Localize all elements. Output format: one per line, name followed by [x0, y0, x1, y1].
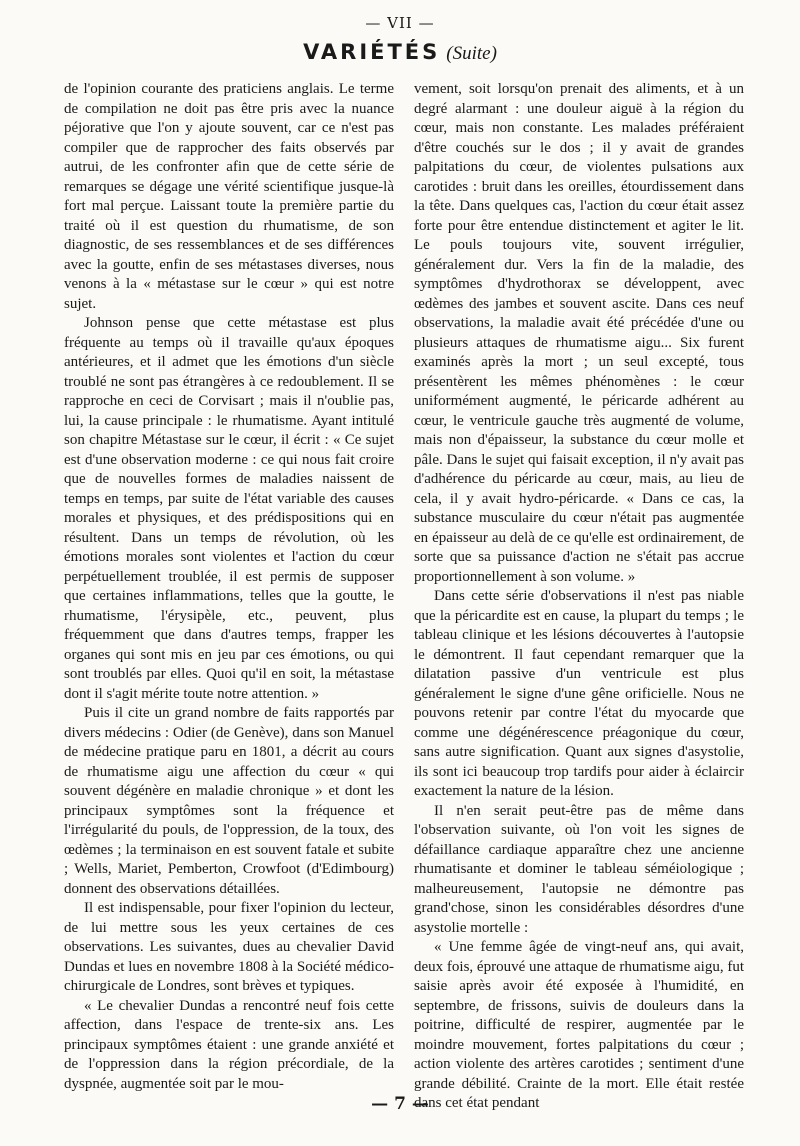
paragraph: « Le chevalier Dundas a rencontré neuf fois cette affection, dans l'espace de trente-six ans. Les principaux symptômes étaient : une grande anxiété et de l'oppression dans la région précordiale, de la dyspnée, augmentée soit par le mou- [64, 997, 394, 1092]
paragraph: Dans cette série d'observations il n'est pas niable que la péricardite est en cause, la plupart du temps ; le tableau clinique et les lésions découvertes à l'autopsie le démontrent. Il faut cependant remarquer que la dilatation passive d'un ventricule est plus généralement le signe d'une gêne orificielle. Nous ne pouvons retenir par contre l'état du myocarde que comme une dégénérescence préagonique du cœur, sans autre signification. Quant aux signes d'asystolie, ils sont ici beaucoup trop tardifs pour aider à éclaircir exactement la nature de la lésion. [414, 588, 744, 799]
paragraph: vement, soit lorsqu'on prenait des aliments, et à un degré alarmant : une douleur aiguë à la région du cœur, mais non constante. Les malades préféraient d'être couchés sur le dos ; il y avait de grandes palpitations du cœur, de violentes pulsations aux carotides : bruit dans les oreilles, étourdissement dans la tête. Dans quelques cas, l'action du cœur était assez forte pour être entendue distinctement et agiter le lit. Le pouls toujours vite, souvent irrégulier, généralement dur. Vers la fin de la maladie, des symptômes d'hydrothorax se développent, avec œdèmes des jambes et souvent ascite. Dans ces neuf observations, la maladie avait été précédée d'une ou plusieurs attaques de rhumatisme aigu... Six furent examinés après la mort ; un seul excepté, tous présentèrent les mêmes phénomènes : le cœur uniformément augmenté, le péricarde adhérent au cœur, le ventricule gauche très augmenté de volume, mais non d'épaisseur, la substance du cœur molle et pâle. Dans le sujet qui faisait exception, il n'y avait pas d'adhérence du péricarde au cœur, mais, au lieu de cela, il y avait hydro-péricarde. « Dans ce cas, la substance musculaire du cœur n'était pas augmentée en épaisseur au delà de ce qu'elle est ordinairement, de sorte que sa puissance d'action ne s'était pas accrue proportionnellement à son volume. » [414, 81, 744, 585]
text-columns [64, 80, 744, 1111]
page-top-number: — VII — [365, 14, 435, 32]
paragraph: Johnson pense que cette métastase est plus fréquente au temps où il travaille qu'aux époques antérieures, et il admet que les émotions d'un siècle troublé ne sont pas étrangères à ce redoublement. Il se rapproche en ceci de Corvisart ; mais il n'oublie pas, lui, la cause principale : le rhumatisme. Ayant intitulé son chapitre Métastase sur le cœur, il écrit : « Ce sujet est d'une observation moderne : ce qui nous fait croire que de nouvelles formes de maladies naissent de temps en temps, par suite de l'état variable des causes morales et physiques, et des prédispositions qui en résultent. Dans un temps de révolution, où les émotions morales sont violentes et l'action du cœur perpétuellement troublée, il est permis de supposer que certaines inflammations, telles que la goutte, le rhumatisme, l'érysipèle, etc., peuvent, plus fréquemment que dans d'autres temps, frapper les organes qui sont mis en jeu par ces émotions, ou qui sont troublés par elles. Quoi qu'il en soit, la métastase dont il s'agit mérite toute notre attention. » [64, 315, 394, 702]
paragraph: « Une femme âgée de vingt-neuf ans, qui avait, deux fois, éprouvé une attaque de rhumatisme aigu, fut saisie après avoir été exposée à l'humidité, en septembre, de frissons, suivis de douleurs dans la poitrine, difficulté de respirer, augmentée par le moindre mouvement, fortes palpitations du cœur ; action violente des artères carotides ; sentiment d'une grande débilité. Crainte de la mort. Elle était restée dans cet état pendant [414, 939, 744, 1111]
page-number: — 7 — [371, 1094, 429, 1114]
paragraph: Puis il cite un grand nombre de faits rapportés par divers médecins : Odier (de Genève), dans son Manuel de médecine pratique paru en 1801, a décrit au cours de rhumatisme aigu une affection du cœur « qui souvent dégénère en maladie chronique » et dont les principaux symptômes sont la fréquence et l'irrégularité du pouls, de l'oppression, de la toux, des œdèmes ; la terminaison en est souvent fatale et subite ; Wells, Mariet, Pemberton, Crowfoot (d'Edimbourg) donnent des observations détaillées. [64, 705, 394, 897]
paragraph: Il est indispensable, pour fixer l'opinion du lecteur, de lui mettre sous les yeux certaines de ces observations. Les suivantes, dues au chevalier David Dundas et lues en novembre 1808 à la Société médico-chirurgicale de Londres, sont brèves et typiques. [64, 900, 394, 994]
right-column [414, 80, 744, 1111]
section-title: VARIÉTÉS [303, 40, 441, 64]
left-column [64, 80, 394, 1092]
paragraph: de l'opinion courante des praticiens anglais. Le terme de compilation ne doit pas être pris avec la nuance péjorative que l'on y ajoute souvent, car ce n'est pas compiler que de rapprocher des faits observés par autrui, de les confronter afin que de cette série de remarques se dégage une vérité scientifique jusque-là fort mal perçue. Laissant toute la première partie du traité où il est question du rhumatisme, de son diagnostic, de ses ressemblances et de ses différences avec la goutte, enfin de ses métastases diverses, nous venons à la « métastase sur le cœur » qui est notre sujet. [64, 81, 394, 312]
section-heading [0, 40, 800, 65]
paragraph: Il n'en serait peut-être pas de même dans l'observation suivante, où l'on voit les signes de défaillance cardiaque apparaître chez une ancienne rhumatisante et dominer le tableau séméiologique ; malheureusement, l'autopsie ne démontre pas grand'chose, sinon les considérables désordres d'une asystolie mortelle : [414, 802, 744, 936]
section-subtitle: (Suite) [446, 43, 497, 64]
